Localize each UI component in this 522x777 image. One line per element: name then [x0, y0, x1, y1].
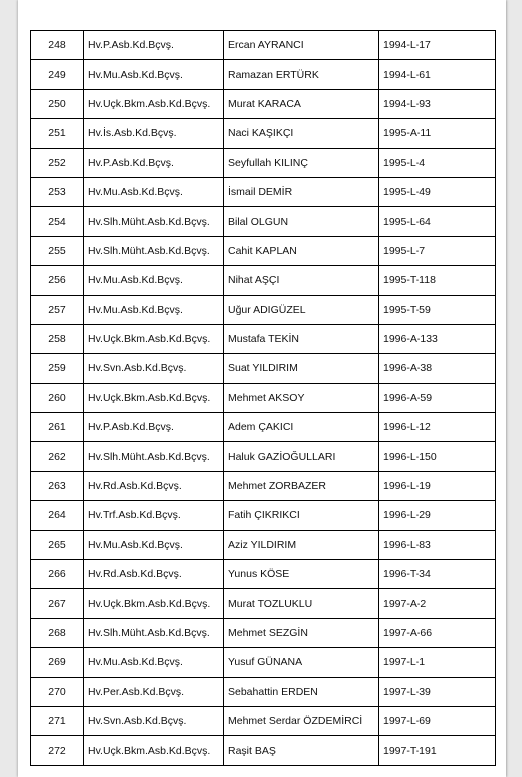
- code-cell: 1995-A-11: [379, 119, 496, 148]
- code-cell: 1997-T-191: [379, 736, 496, 765]
- name-cell: Mustafa TEKİN: [224, 324, 379, 353]
- code-cell: 1997-L-1: [379, 648, 496, 677]
- rank-cell: Hv.Slh.Müht.Asb.Kd.Bçvş.: [84, 618, 224, 647]
- row-number-cell: 264: [31, 501, 84, 530]
- code-cell: 1995-T-118: [379, 266, 496, 295]
- table-row: [31, 383, 496, 412]
- table-row: [31, 89, 496, 118]
- table-body: [31, 31, 496, 766]
- code-cell: 1996-A-133: [379, 324, 496, 353]
- code-cell: 1996-L-12: [379, 413, 496, 442]
- table-row: [31, 706, 496, 735]
- row-number-cell: 269: [31, 648, 84, 677]
- rank-cell: Hv.Uçk.Bkm.Asb.Kd.Bçvş.: [84, 589, 224, 618]
- rank-cell: Hv.Slh.Müht.Asb.Kd.Bçvş.: [84, 442, 224, 471]
- table-row: [31, 148, 496, 177]
- row-number-cell: 256: [31, 266, 84, 295]
- row-number-cell: 249: [31, 60, 84, 89]
- table-row: [31, 471, 496, 500]
- rank-cell: Hv.Slh.Müht.Asb.Kd.Bçvş.: [84, 207, 224, 236]
- name-cell: Mehmet ZORBAZER: [224, 471, 379, 500]
- table-row: [31, 207, 496, 236]
- row-number-cell: 259: [31, 354, 84, 383]
- row-number-cell: 250: [31, 89, 84, 118]
- row-number-cell: 254: [31, 207, 84, 236]
- name-cell: Ercan AYRANCI: [224, 31, 379, 60]
- rank-cell: Hv.Mu.Asb.Kd.Bçvş.: [84, 648, 224, 677]
- name-cell: Naci KAŞIKÇI: [224, 119, 379, 148]
- code-cell: 1997-A-2: [379, 589, 496, 618]
- table-row: [31, 648, 496, 677]
- row-number-cell: 265: [31, 530, 84, 559]
- name-cell: Aziz YILDIRIM: [224, 530, 379, 559]
- table-row: [31, 295, 496, 324]
- name-cell: Yusuf GÜNANA: [224, 648, 379, 677]
- rank-cell: Hv.Rd.Asb.Kd.Bçvş.: [84, 560, 224, 589]
- code-cell: 1996-L-83: [379, 530, 496, 559]
- code-cell: 1995-T-59: [379, 295, 496, 324]
- row-number-cell: 261: [31, 413, 84, 442]
- table-row: [31, 60, 496, 89]
- row-number-cell: 270: [31, 677, 84, 706]
- rank-cell: Hv.Uçk.Bkm.Asb.Kd.Bçvş.: [84, 324, 224, 353]
- code-cell: 1996-L-150: [379, 442, 496, 471]
- rank-cell: Hv.Trf.Asb.Kd.Bçvş.: [84, 501, 224, 530]
- table-row: [31, 677, 496, 706]
- table-row: [31, 560, 496, 589]
- rank-cell: Hv.Svn.Asb.Kd.Bçvş.: [84, 706, 224, 735]
- name-cell: Murat TOZLUKLU: [224, 589, 379, 618]
- document-page: [18, 0, 506, 777]
- row-number-cell: 258: [31, 324, 84, 353]
- name-cell: İsmail DEMİR: [224, 177, 379, 206]
- rank-cell: Hv.Uçk.Bkm.Asb.Kd.Bçvş.: [84, 89, 224, 118]
- name-cell: Mehmet Serdar ÖZDEMİRCİ: [224, 706, 379, 735]
- code-cell: 1997-L-69: [379, 706, 496, 735]
- rank-cell: Hv.Uçk.Bkm.Asb.Kd.Bçvş.: [84, 383, 224, 412]
- rank-cell: Hv.Svn.Asb.Kd.Bçvş.: [84, 354, 224, 383]
- rank-cell: Hv.Mu.Asb.Kd.Bçvş.: [84, 60, 224, 89]
- code-cell: 1997-L-39: [379, 677, 496, 706]
- rank-cell: Hv.Mu.Asb.Kd.Bçvş.: [84, 530, 224, 559]
- name-cell: Ramazan ERTÜRK: [224, 60, 379, 89]
- row-number-cell: 263: [31, 471, 84, 500]
- code-cell: 1996-T-34: [379, 560, 496, 589]
- name-cell: Yunus KÖSE: [224, 560, 379, 589]
- name-cell: Nihat AŞÇI: [224, 266, 379, 295]
- row-number-cell: 267: [31, 589, 84, 618]
- code-cell: 1996-L-29: [379, 501, 496, 530]
- name-cell: Seyfullah KILINÇ: [224, 148, 379, 177]
- name-cell: Murat KARACA: [224, 89, 379, 118]
- row-number-cell: 268: [31, 618, 84, 647]
- rank-cell: Hv.Mu.Asb.Kd.Bçvş.: [84, 295, 224, 324]
- rank-cell: Hv.Per.Asb.Kd.Bçvş.: [84, 677, 224, 706]
- rank-cell: Hv.P.Asb.Kd.Bçvş.: [84, 413, 224, 442]
- code-cell: 1994-L-17: [379, 31, 496, 60]
- row-number-cell: 260: [31, 383, 84, 412]
- name-cell: Uğur ADIGÜZEL: [224, 295, 379, 324]
- table-row: [31, 119, 496, 148]
- rank-cell: Hv.Mu.Asb.Kd.Bçvş.: [84, 177, 224, 206]
- rank-cell: Hv.Rd.Asb.Kd.Bçvş.: [84, 471, 224, 500]
- code-cell: 1995-L-64: [379, 207, 496, 236]
- name-cell: Cahit KAPLAN: [224, 236, 379, 265]
- table-row: [31, 354, 496, 383]
- code-cell: 1996-A-59: [379, 383, 496, 412]
- row-number-cell: 271: [31, 706, 84, 735]
- table-row: [31, 589, 496, 618]
- row-number-cell: 266: [31, 560, 84, 589]
- code-cell: 1996-L-19: [379, 471, 496, 500]
- rank-cell: Hv.Mu.Asb.Kd.Bçvş.: [84, 266, 224, 295]
- table-row: [31, 324, 496, 353]
- table-row: [31, 266, 496, 295]
- name-cell: Fatih ÇIKRIKCI: [224, 501, 379, 530]
- table-row: [31, 31, 496, 60]
- rank-cell: Hv.Uçk.Bkm.Asb.Kd.Bçvş.: [84, 736, 224, 765]
- code-cell: 1995-L-49: [379, 177, 496, 206]
- table-row: [31, 413, 496, 442]
- row-number-cell: 272: [31, 736, 84, 765]
- code-cell: 1997-A-66: [379, 618, 496, 647]
- rank-cell: Hv.Slh.Müht.Asb.Kd.Bçvş.: [84, 236, 224, 265]
- row-number-cell: 253: [31, 177, 84, 206]
- name-cell: Raşit BAŞ: [224, 736, 379, 765]
- row-number-cell: 248: [31, 31, 84, 60]
- table-row: [31, 177, 496, 206]
- name-cell: Mehmet SEZGİN: [224, 618, 379, 647]
- table-row: [31, 236, 496, 265]
- table-row: [31, 736, 496, 765]
- code-cell: 1994-L-61: [379, 60, 496, 89]
- row-number-cell: 255: [31, 236, 84, 265]
- name-cell: Adem ÇAKICI: [224, 413, 379, 442]
- code-cell: 1995-L-4: [379, 148, 496, 177]
- rank-cell: Hv.P.Asb.Kd.Bçvş.: [84, 31, 224, 60]
- row-number-cell: 262: [31, 442, 84, 471]
- code-cell: 1996-A-38: [379, 354, 496, 383]
- personnel-table: [30, 30, 496, 766]
- code-cell: 1995-L-7: [379, 236, 496, 265]
- table-row: [31, 530, 496, 559]
- name-cell: Sebahattin ERDEN: [224, 677, 379, 706]
- rank-cell: Hv.İs.Asb.Kd.Bçvş.: [84, 119, 224, 148]
- table-row: [31, 618, 496, 647]
- code-cell: 1994-L-93: [379, 89, 496, 118]
- name-cell: Haluk GAZİOĞULLARI: [224, 442, 379, 471]
- name-cell: Mehmet AKSOY: [224, 383, 379, 412]
- rank-cell: Hv.P.Asb.Kd.Bçvş.: [84, 148, 224, 177]
- name-cell: Bilal OLGUN: [224, 207, 379, 236]
- row-number-cell: 252: [31, 148, 84, 177]
- row-number-cell: 251: [31, 119, 84, 148]
- table-row: [31, 442, 496, 471]
- row-number-cell: 257: [31, 295, 84, 324]
- table-row: [31, 501, 496, 530]
- name-cell: Suat YILDIRIM: [224, 354, 379, 383]
